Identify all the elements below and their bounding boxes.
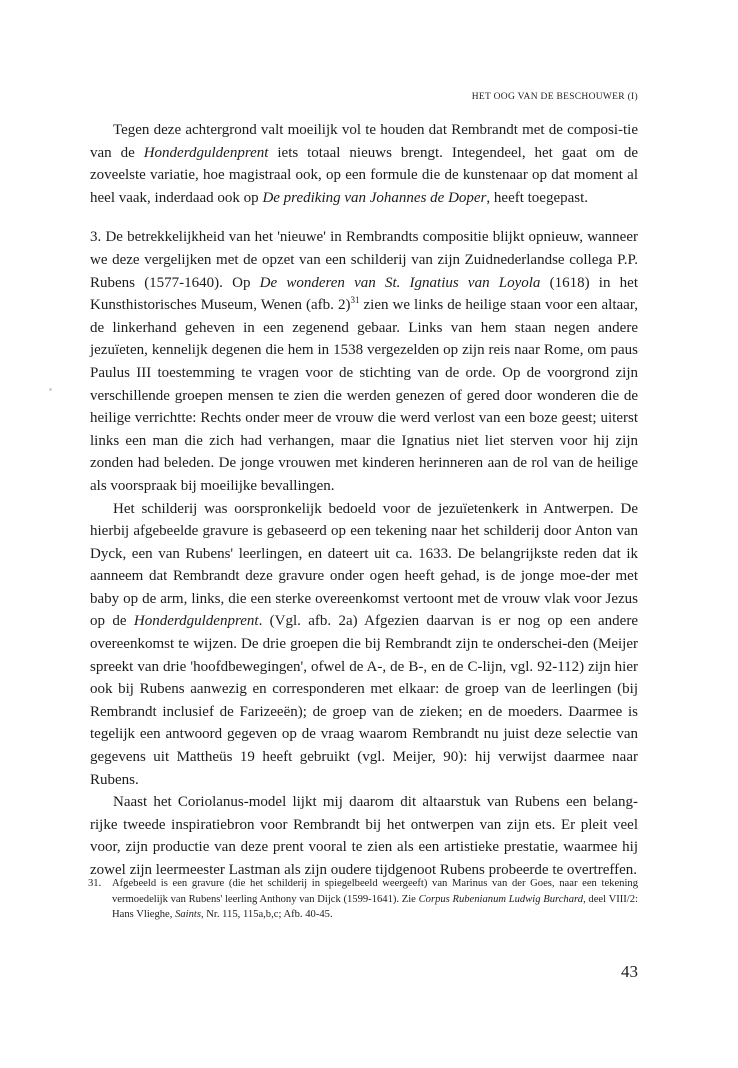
p3-text-c: . (Vgl. afb. 2a) Afgezien daarvan is er nog op een andere overeenkomst te wijzen. De drie groepen die bij Rembrandt zijn te onderschei-den (Meijer spreekt van drie 'hoofdbewegingen', ofwel de A-, de B-, en de C-lijn, vgl. 92-112) zijn hier ook bij Rubens aanwezig en corresponderen met elkaar: de groep van de leerlingen (bij Rembrandt inclusief de Farizeeën); de groep van de zieken; en de moeders. Daarmee is tegelijk een antwoord gegeven op de vraag waarom Rembrandt nu juist deze selectie van gegevens uit Mattheüs 19 heeft gebruikt (vgl. Meijer, 90): hij verwijst daarmee naar Rubens.	[90, 613, 638, 788]
footnote-text	[112, 876, 638, 923]
p2-text-d: zien we links de heilige staan voor een altaar, de linkerhand geheven in een zegenend gebaar. Links van hem staan negen andere jezuïeten, kennelijk degenen die hem in 1538 vergezelden op zijn reis naar Rome, om paus Paulus III toestemming te vragen voor de stichting van de orde. Op de voorgrond zijn verschillende groepen mensen te zien die werden genezen of gered door wonderen die de heilige verrichtte: Rechts onder meer de vrouw die werd verlost van een boze geest; uiterst links een man die zich had verhangen, maar die Ignatius niet liet sterven voor hij zijn zonden had beleden. De jonge vrouwen met kinderen herinneren aan de rol van de heilige als voorspraak bij moeilijke bevallingen.	[90, 297, 638, 494]
scan-speck	[49, 388, 52, 391]
p1-text-a: Tegen deze achtergrond valt moeilijk vol te houden dat Rembrandt met de composi-tie van de	[90, 122, 638, 161]
running-head: HET OOG VAN DE BESCHOUWER (I)	[471, 92, 638, 102]
footnote-number: 31.	[88, 878, 102, 889]
paragraph-2	[90, 226, 638, 497]
fn-title-corpus: Corpus Rubenianum Ludwig Burchard	[418, 893, 584, 905]
footnote-reference[interactable]: 31	[350, 295, 360, 306]
page-number: 43	[621, 962, 638, 981]
p2-text-c: (1618) in het Kunsthistorisches Museum, Wenen (afb. 2)	[90, 274, 638, 314]
p1-text-e: , heeft toegepast.	[486, 189, 589, 206]
p1-title-prediking: De prediking van Johannes de Doper	[262, 189, 487, 206]
p1-text-c: iets totaal nieuws brengt. Integendeel, het gaat om de zoveelste variatie, hoe magistraal ook, op een formule die de kunstenaar op dat moment al heel vaak, inderdaad ook op	[90, 144, 638, 206]
body-text	[90, 119, 638, 882]
p2-title-wonderen: De wonderen van St. Ignatius van Loyola	[259, 274, 541, 291]
paragraph-4	[90, 791, 638, 881]
paragraph-1	[90, 119, 638, 209]
fn-title-saints: Saints	[175, 909, 201, 920]
p3-text-a: Het schilderij was oorspronkelijk bedoeld voor de jezuïetenkerk in Antwerpen. De hierbij afgebeelde gravure is gebaseerd op een tekening naar het schilderij door Anton van Dyck, een van Rubens' leerlingen, en dateert uit ca. 1633. De belangrijkste reden dat ik aanneem dat Rembrandt deze gravure onder ogen heeft gehad, is de jonge moe-der met baby op de arm, links, die een sterke overeenkomst vertoont met de vrouw vlak voor Jezus op de	[90, 500, 638, 630]
fn-text-c: , deel VIII/2: Hans Vlieghe,	[112, 893, 638, 920]
paragraph-3	[90, 498, 638, 792]
footnote-31	[90, 876, 638, 923]
fn-text-a: Afgebeeld is een gravure (die het schilderij in spiegelbeeld weergeeft) van Marinus van der Goes, naar een tekening vermoedelijk van Rubens' leerling Anthony van Dijck (1599-1641). Zie	[112, 878, 638, 905]
p1-title-honderdguldenprent: Honderdguldenprent	[143, 144, 269, 161]
p4-text-a: Naast het Coriolanus-model lijkt mij daarom dit altaarstuk van Rubens een belang-rijke tweede inspiratiebron voor Rembrandt bij het ontwerpen van zijn ets. Er pleit veel voor, zijn productie van deze prent vooral te zien als een artistieke prestatie, waarmee hij zowel zijn leermeester Lastman als zijn oudere tijdgenoot Rubens probeerde te overtreffen.	[90, 794, 638, 878]
p3-title-honderdguldenprent: Honderdguldenprent	[133, 613, 259, 630]
p2-text-a: 3. De betrekkelijkheid van het 'nieuwe' in Rembrandts compositie blijkt opnieuw, wanneer we deze vergelijken met de opzet van een schilderij van zijn Zuidnederlandse collega P.P. Rubens (1577-1640). Op	[90, 229, 638, 291]
fn-text-e: , Nr. 115, 115a,b,c; Afb. 40-45.	[200, 909, 333, 920]
